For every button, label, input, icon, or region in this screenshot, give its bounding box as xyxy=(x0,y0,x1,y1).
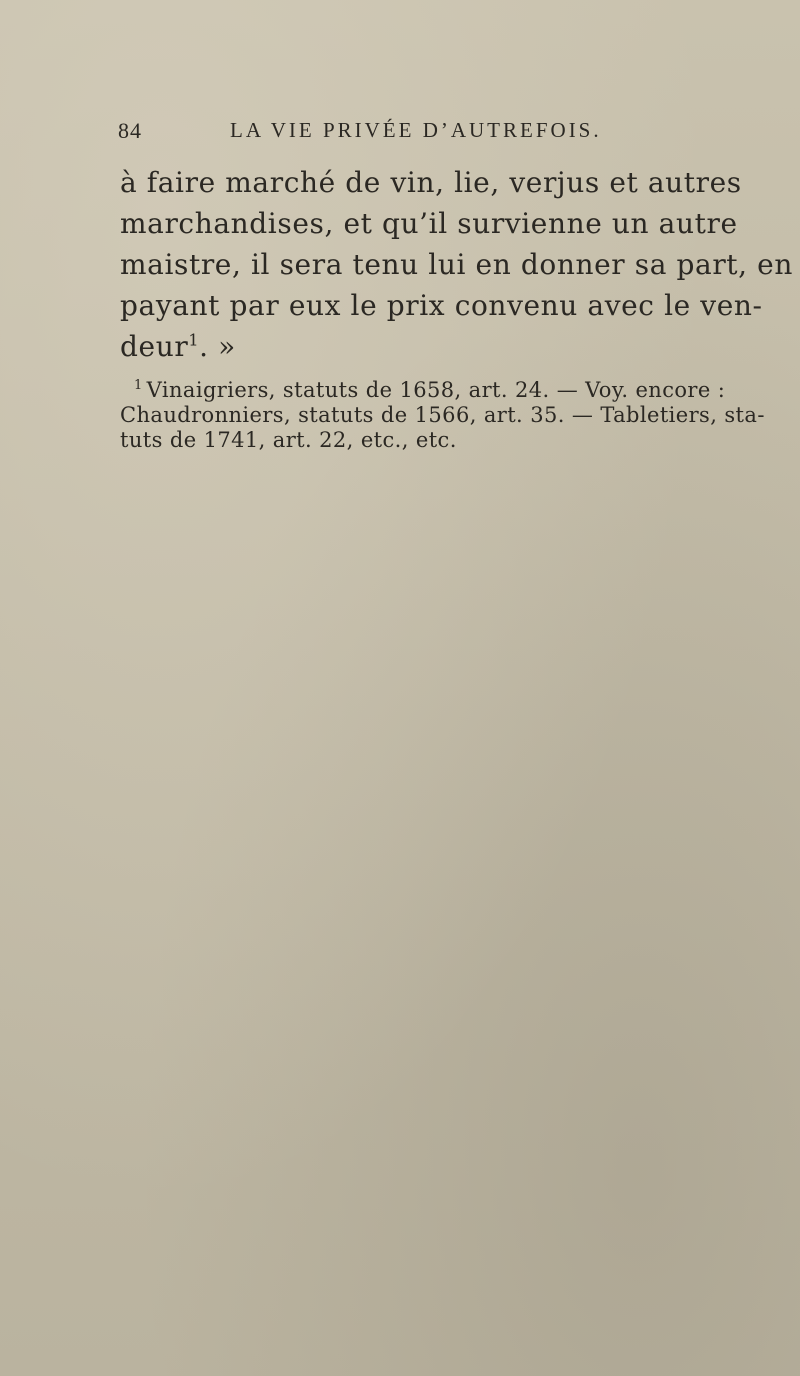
footnotes xyxy=(120,378,765,453)
footnote-reference: 1 xyxy=(188,330,200,350)
footnote-line: tuts de 1741, art. 22, etc., etc. xyxy=(120,428,457,452)
footnote-line: Chaudronniers, statuts de 1566, art. 35. — Tabletiers, sta- xyxy=(120,403,765,427)
page-header xyxy=(118,112,718,148)
body-line: payant par eux le prix convenu avec le ven- xyxy=(120,289,763,322)
body-line: maistre, il sera tenu lui en donner sa part, en xyxy=(120,248,793,281)
page-number: 84 xyxy=(118,118,142,143)
body-line: marchandises, et qu’il survienne un autre xyxy=(120,207,738,240)
footnote-marker: 1 xyxy=(134,378,143,393)
closing-quote: . » xyxy=(199,330,236,363)
body-line: à faire marché de vin, lie, verjus et autres xyxy=(120,166,742,199)
body-line-last xyxy=(120,326,710,367)
body-paragraph xyxy=(120,162,793,367)
footnote-line xyxy=(120,378,726,403)
running-title: LA VIE PRIVÉE D’AUTREFOIS. xyxy=(230,118,602,142)
body-line-text: deur xyxy=(120,330,189,363)
footnote-text: Vinaigriers, statuts de 1658, art. 24. — Voy. encore : xyxy=(146,378,726,402)
